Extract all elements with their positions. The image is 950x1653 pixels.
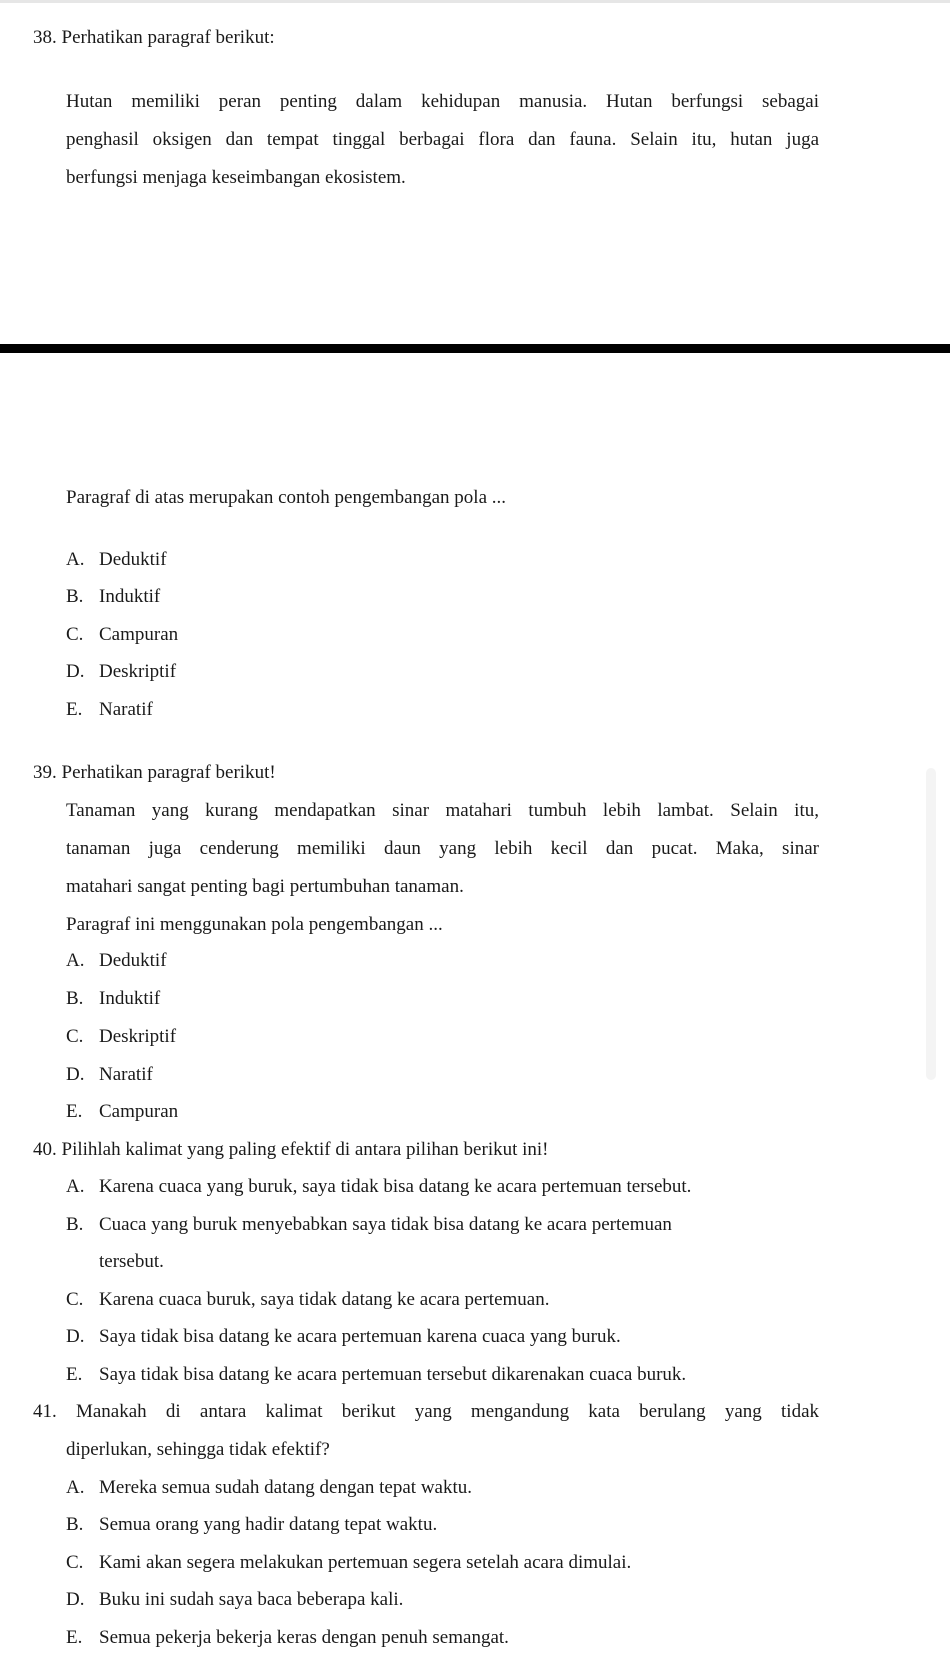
option-text: Karena cuaca yang buruk, saya tidak bisa datang ke acara pertemuan tersebut. [99, 1176, 692, 1197]
question-38-paragraph-line: Hutan memiliki peran penting dalam kehidupan manusia. Hutan berfungsi sebagai [66, 91, 819, 112]
option-letter: D. [66, 661, 85, 682]
question-38-prompt: Paragraf di atas merupakan contoh pengembangan pola ... [66, 487, 507, 508]
question-38-paragraph-line: berfungsi menjaga keseimbangan ekosistem. [66, 167, 406, 188]
question-39-paragraph-line: Tanaman yang kurang mendapatkan sinar matahari tumbuh lebih lambat. Selain itu, [66, 800, 819, 821]
option-letter: B. [66, 988, 84, 1009]
option-letter: C. [66, 1289, 84, 1310]
top-border [0, 0, 950, 3]
question-40-title: 40. Pilihlah kalimat yang paling efektif di antara pilihan berikut ini! [33, 1139, 549, 1160]
option-text: Mereka semua sudah datang dengan tepat waktu. [99, 1477, 473, 1498]
option-text: Naratif [99, 1064, 153, 1085]
option-text: Deskriptif [99, 1026, 177, 1047]
question-38-paragraph-line: penghasil oksigen dan tempat tinggal berbagai flora dan fauna. Selain itu, hutan juga [66, 129, 819, 150]
option-letter: C. [66, 1552, 84, 1573]
option-text: Campuran [99, 1101, 179, 1122]
option-text: Campuran [99, 624, 179, 645]
option-text: Deduktif [99, 950, 167, 971]
option-letter: A. [66, 1477, 85, 1498]
question-39-title: 39. Perhatikan paragraf berikut! [33, 762, 276, 783]
option-text: Saya tidak bisa datang ke acara pertemuan karena cuaca yang buruk. [99, 1326, 621, 1347]
option-letter: E. [66, 1364, 83, 1385]
option-text: Karena cuaca buruk, saya tidak datang ke acara pertemuan. [99, 1289, 550, 1310]
question-41-title-continuation: diperlukan, sehingga tidak efektif? [66, 1439, 330, 1460]
question-39-paragraph-line: tanaman juga cenderung memiliki daun yang lebih kecil dan pucat. Maka, sinar [66, 838, 819, 859]
option-letter: E. [66, 1101, 83, 1122]
black-divider-bar [0, 344, 950, 353]
option-text: Semua pekerja bekerja keras dengan penuh semangat. [99, 1627, 509, 1648]
question-41-title: 41. Manakah di antara kalimat berikut yang mengandung kata berulang yang tidak [33, 1401, 819, 1422]
option-text: Deduktif [99, 549, 167, 570]
question-39-prompt: Paragraf ini menggunakan pola pengembangan ... [66, 914, 443, 935]
option-letter: B. [66, 1214, 84, 1235]
option-letter: D. [66, 1064, 85, 1085]
option-letter: D. [66, 1589, 85, 1610]
option-text: Induktif [99, 988, 161, 1009]
option-text: Deskriptif [99, 661, 177, 682]
option-text: Induktif [99, 586, 161, 607]
option-letter: A. [66, 950, 85, 971]
option-text: Cuaca yang buruk menyebabkan saya tidak bisa datang ke acara pertemuan [99, 1214, 672, 1235]
option-text: Kami akan segera melakukan pertemuan segera setelah acara dimulai. [99, 1552, 632, 1573]
option-letter: E. [66, 1627, 83, 1648]
option-letter: C. [66, 1026, 84, 1047]
scrollbar-track[interactable] [926, 768, 936, 1080]
question-38-title: 38. Perhatikan paragraf berikut: [33, 27, 275, 48]
option-letter: A. [66, 549, 85, 570]
option-letter: E. [66, 699, 83, 720]
option-letter: B. [66, 1514, 84, 1535]
option-text: Semua orang yang hadir datang tepat waktu. [99, 1514, 438, 1535]
option-letter: C. [66, 624, 84, 645]
question-39-paragraph-line: matahari sangat penting bagi pertumbuhan tanaman. [66, 876, 464, 897]
option-letter: D. [66, 1326, 85, 1347]
option-text: Saya tidak bisa datang ke acara pertemuan tersebut dikarenakan cuaca buruk. [99, 1364, 687, 1385]
option-text: Buku ini sudah saya baca beberapa kali. [99, 1589, 404, 1610]
option-text-continuation: tersebut. [99, 1251, 164, 1272]
option-letter: B. [66, 586, 84, 607]
option-text: Naratif [99, 699, 153, 720]
option-letter: A. [66, 1176, 85, 1197]
